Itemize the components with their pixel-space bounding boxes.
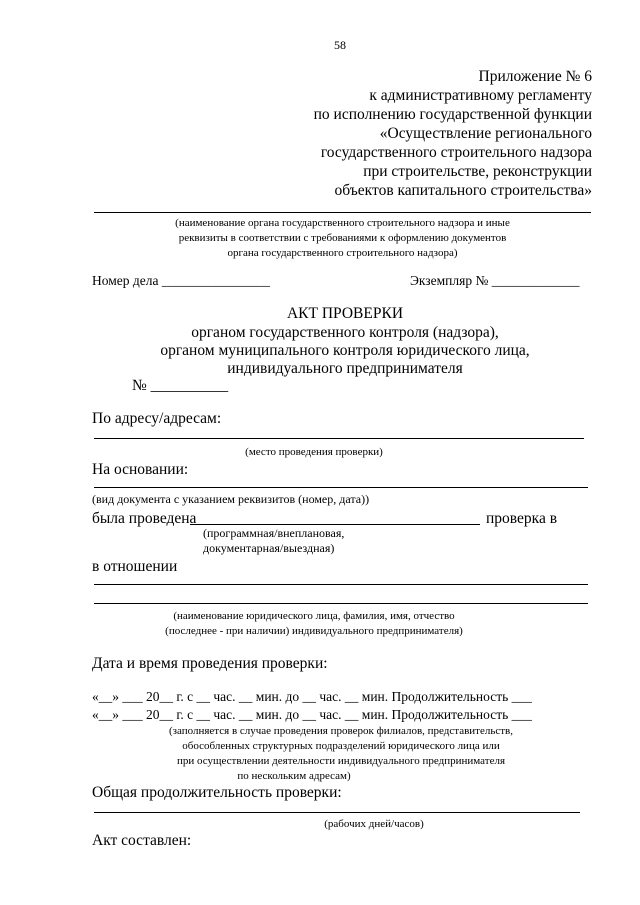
header-line: государственного строительного надзора [320, 144, 592, 161]
header-line: Приложение № 6 [478, 68, 592, 85]
check-type-line [190, 524, 480, 525]
regarding-label: в отношении [92, 558, 178, 575]
total-duration-line [94, 812, 580, 813]
address-line [94, 438, 584, 439]
entity-caption-line: (наименование юридического лица, фамилия, имя, отчество [173, 610, 455, 622]
act-subtitle-line: органом муниципального контроля юридического лица, [160, 342, 530, 359]
header-line: по исполнению государственной функции [313, 106, 592, 123]
entity-line [94, 603, 588, 604]
header-line: к административному регламенту [369, 87, 592, 104]
caption-line: реквизиты в соответствии с требованиями к оформлению документов [178, 232, 507, 244]
header-line: объектов капитального строительства» [334, 182, 592, 199]
case-number-field: Номер дела ________________ [92, 273, 270, 288]
organ-name-line [94, 212, 591, 213]
header-line: при строительстве, реконструкции [363, 163, 592, 180]
check-type-caption-line: документарная/выездная) [203, 541, 335, 555]
caption-line: по нескольким адресам) [237, 770, 351, 782]
caption-line: (наименование органа государственного строительного надзора и иные [175, 217, 510, 229]
caption-line: обособленных структурных подразделений юридического лица или [182, 740, 500, 752]
entity-line [94, 584, 588, 585]
check-type-caption-line: (программная/внеплановая, [203, 526, 345, 540]
copy-number-field: Экземпляр № _____________ [410, 273, 580, 288]
entity-caption-line: (последнее - при наличии) индивидуального предпринимателя) [165, 625, 463, 637]
address-caption: (место проведения проверки) [245, 446, 383, 458]
header-line: «Осуществление регионального [379, 125, 592, 142]
total-duration-caption: (рабочих дней/часов) [324, 818, 424, 830]
caption-line: при осуществлении деятельности индивидуального предпринимателя [176, 755, 506, 767]
caption-line: (заполняется в случае проведения проверок филиалов, представительств, [169, 725, 513, 737]
conducted-suffix: проверка в [486, 510, 558, 527]
page-number: 58 [334, 38, 346, 52]
datetime-label: Дата и время проведения проверки: [92, 655, 328, 672]
datetime-row: «__» ___ 20__ г. с __ час. __ мин. до __ час. __ мин. Продолжительность ___ [92, 689, 532, 704]
datetime-row: «__» ___ 20__ г. с __ час. __ мин. до __ час. __ мин. Продолжительность ___ [92, 707, 532, 722]
basis-line [94, 487, 588, 488]
act-title: АКТ ПРОВЕРКИ [286, 305, 404, 322]
act-number-field: № __________ [132, 377, 229, 394]
total-duration-label: Общая продолжительность проверки: [92, 784, 342, 801]
basis-label: На основании: [92, 461, 189, 478]
act-subtitle-line: индивидуального предпринимателя [227, 360, 463, 377]
act-subtitle-line: органом государственного контроля (надзора), [191, 324, 499, 341]
conducted-prefix: была проведена [92, 510, 197, 527]
compiled-label: Акт составлен: [92, 832, 192, 849]
basis-caption: (вид документа с указанием реквизитов (номер, дата)) [92, 492, 370, 506]
caption-line: органа государственного строительного надзора) [227, 247, 458, 259]
address-label: По адресу/адресам: [92, 410, 222, 427]
